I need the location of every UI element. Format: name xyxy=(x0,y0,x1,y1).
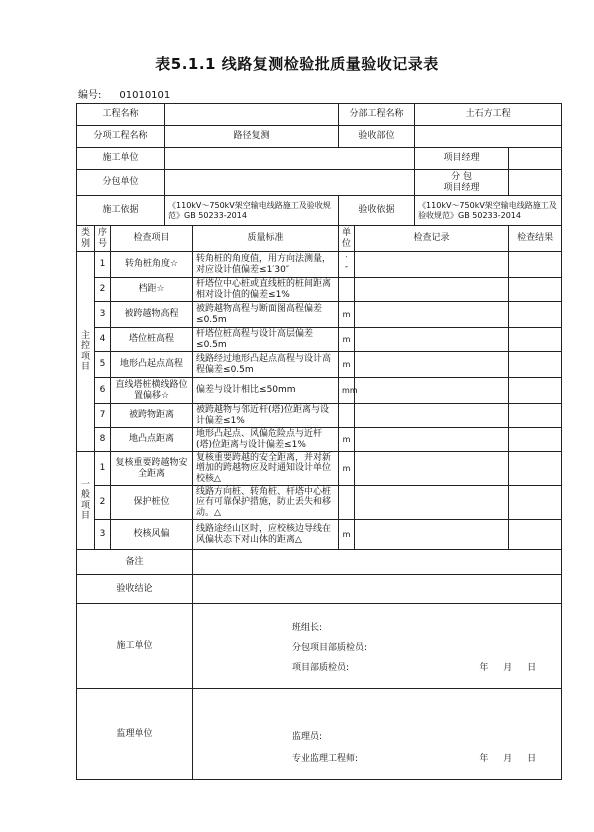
row-item: 被跨物距离 xyxy=(111,404,193,428)
row-unit: m xyxy=(339,302,355,328)
row-item: 档距☆ xyxy=(111,278,193,302)
row-standard: 杆塔位桩高程与设计高层偏差≤0.5m xyxy=(193,328,339,352)
row-unit: mm xyxy=(339,378,355,404)
row-result[interactable] xyxy=(509,328,562,352)
row-unit xyxy=(339,486,355,520)
row-standard: 地形凸起点、风偏危险点与近杆(塔)位距离与设计偏差≤1% xyxy=(193,428,339,452)
table-row xyxy=(77,352,562,378)
row-seq: 6 xyxy=(95,378,111,404)
row-item: 复核重要跨越物安全距离 xyxy=(111,452,193,486)
supervision-sign-label: 监理单位 xyxy=(77,689,193,780)
conclusion-label: 验收结论 xyxy=(77,575,193,604)
row-unit: ′ ″ xyxy=(339,252,355,278)
row-seq: 8 xyxy=(95,428,111,452)
row-seq: 1 xyxy=(95,252,111,278)
supervisor-label: 监理员: xyxy=(292,732,323,743)
col-category: 类别 xyxy=(77,226,95,252)
row-unit: m xyxy=(339,352,355,378)
row-seq: 3 xyxy=(95,302,111,328)
col-standard: 质量标准 xyxy=(193,226,339,252)
supervision-sign-area[interactable] xyxy=(193,689,562,780)
row-record[interactable] xyxy=(355,252,509,278)
page-title: 表5.1.1 线路复测检验批质量验收记录表 xyxy=(155,55,439,73)
row-standard: 转角桩的角度值，用方向法测量，对应设计值偏差≤1′30″ xyxy=(193,252,339,278)
code-value: 01010101 xyxy=(119,90,171,101)
row-record[interactable] xyxy=(355,520,509,550)
inspect-part-value[interactable] xyxy=(415,126,562,148)
row-standard: 复核重要跨越的安全距离，并对新增加的跨越物应及时通知设计单位校核△ xyxy=(193,452,339,486)
row-seq: 3 xyxy=(95,520,111,550)
sub-pm-label-line1: 分 包 xyxy=(451,172,472,183)
row-seq: 7 xyxy=(95,404,111,428)
general-category-label: 一般项目 xyxy=(77,452,95,550)
row-seq: 2 xyxy=(95,486,111,520)
project-name-value[interactable] xyxy=(165,104,339,126)
row-item: 塔位桩高程 xyxy=(111,328,193,352)
row-record[interactable] xyxy=(355,302,509,328)
item-project-value[interactable]: 路径复测 xyxy=(165,126,339,148)
row-result[interactable] xyxy=(509,452,562,486)
table-row xyxy=(77,486,562,520)
construction-sign-label: 施工单位 xyxy=(77,604,193,689)
general-items-body xyxy=(77,452,562,550)
row-record[interactable] xyxy=(355,428,509,452)
row-record[interactable] xyxy=(355,352,509,378)
main-items-body xyxy=(77,252,562,452)
row-unit: m xyxy=(339,452,355,486)
team-leader-label: 班组长: xyxy=(292,623,323,634)
row-item: 地凸点距离 xyxy=(111,428,193,452)
sub-qc-label: 分包项目部质检员: xyxy=(292,643,368,654)
construction-date: 年 月 日 xyxy=(479,663,537,674)
row-result[interactable] xyxy=(509,252,562,278)
row-record[interactable] xyxy=(355,278,509,302)
construction-sign-area[interactable] xyxy=(193,604,562,689)
item-project-label: 分项工程名称 xyxy=(77,126,165,148)
row-record[interactable] xyxy=(355,404,509,428)
sub-unit-label: 分包单位 xyxy=(77,170,165,196)
main-category-label: 主控项目 xyxy=(77,252,95,452)
row-seq: 4 xyxy=(95,328,111,352)
row-standard: 杆塔位中心桩或直线桩的桩间距离相对设计值的偏差≤1% xyxy=(193,278,339,302)
code-row xyxy=(78,86,188,101)
construct-unit-value[interactable] xyxy=(165,148,415,170)
col-record: 检查记录 xyxy=(355,226,509,252)
table-row xyxy=(77,452,562,486)
code-label: 编号: xyxy=(78,90,102,101)
row-result[interactable] xyxy=(509,378,562,404)
sub-pm-value[interactable] xyxy=(509,170,562,196)
row-item: 校核风偏 xyxy=(111,520,193,550)
table-row xyxy=(77,302,562,328)
row-result[interactable] xyxy=(509,428,562,452)
row-result[interactable] xyxy=(509,302,562,328)
row-item: 地形凸起点高程 xyxy=(111,352,193,378)
col-item: 检查项目 xyxy=(111,226,193,252)
table-row xyxy=(77,378,562,404)
row-item: 直线塔桩横线路位置偏移☆ xyxy=(111,378,193,404)
pm-label: 项目经理 xyxy=(415,148,509,170)
inspect-part-label: 验收部位 xyxy=(339,126,415,148)
sub-project-label: 分部工程名称 xyxy=(339,104,415,126)
row-standard: 线路方向桩、转角桩、杆塔中心桩应有可靠保护措施，防止丢失和移动。△ xyxy=(193,486,339,520)
project-qc-label: 项目部质检员: xyxy=(292,663,350,674)
table-row xyxy=(77,428,562,452)
row-result[interactable] xyxy=(509,520,562,550)
acceptance-basis-label: 验收依据 xyxy=(339,196,415,226)
sub-unit-value[interactable] xyxy=(165,170,415,196)
table-row xyxy=(77,404,562,428)
table-row xyxy=(77,520,562,550)
supervision-date: 年 月 日 xyxy=(479,754,537,765)
row-unit: m xyxy=(339,520,355,550)
row-result[interactable] xyxy=(509,486,562,520)
conclusion-value[interactable] xyxy=(193,575,562,604)
row-seq: 1 xyxy=(95,452,111,486)
row-seq: 2 xyxy=(95,278,111,302)
col-unit: 单位 xyxy=(339,226,355,252)
row-standard: 被跨越物高程与断面图高程偏差≤0.5m xyxy=(193,302,339,328)
row-standard: 被跨越物与邻近杆(塔)位距离与设计偏差≤1% xyxy=(193,404,339,428)
row-unit: m xyxy=(339,428,355,452)
row-unit xyxy=(339,404,355,428)
sub-pm-label-line2: 项目经理 xyxy=(443,182,480,193)
row-unit xyxy=(339,278,355,302)
row-standard: 偏差与设计相比≤50mm xyxy=(193,378,339,404)
remarks-label: 备注 xyxy=(77,550,193,575)
row-result[interactable] xyxy=(509,404,562,428)
sub-project-value[interactable]: 土石方工程 xyxy=(415,104,562,126)
row-unit: m xyxy=(339,328,355,352)
table-row xyxy=(77,278,562,302)
chief-supervisor-label: 专业监理工程师: xyxy=(292,754,359,765)
col-result: 检查结果 xyxy=(509,226,562,252)
table-row xyxy=(77,252,562,278)
project-name-label: 工程名称 xyxy=(77,104,165,126)
table-row xyxy=(77,328,562,352)
row-record[interactable] xyxy=(355,328,509,352)
acceptance-basis-value: 《110kV～750kV架空输电线路施工及验收规范》GB 50233-2014 xyxy=(415,196,562,226)
row-item: 被跨越物高程 xyxy=(111,302,193,328)
row-seq: 5 xyxy=(95,352,111,378)
row-standard: 线路经过地形凸起点高程与设计高程偏差≤0.5m xyxy=(193,352,339,378)
row-result[interactable] xyxy=(509,278,562,302)
basis-value: 《110kV～750kV架空输电线路施工及验收规范》GB 50233-2014 xyxy=(165,196,339,226)
inspection-form xyxy=(76,103,562,780)
row-result[interactable] xyxy=(509,352,562,378)
row-record[interactable] xyxy=(355,452,509,486)
basis-label: 施工依据 xyxy=(77,196,165,226)
row-item: 保护桩位 xyxy=(111,486,193,520)
pm-value[interactable] xyxy=(509,148,562,170)
remarks-value[interactable] xyxy=(193,550,562,575)
construct-unit-label: 施工单位 xyxy=(77,148,165,170)
col-seq: 序号 xyxy=(95,226,111,252)
row-record[interactable] xyxy=(355,378,509,404)
row-item: 转角桩角度☆ xyxy=(111,252,193,278)
sub-pm-label xyxy=(415,170,509,196)
row-standard: 线路途经山区时，应校核边导线在风偏状态下对山体的距离△ xyxy=(193,520,339,550)
row-record[interactable] xyxy=(355,486,509,520)
